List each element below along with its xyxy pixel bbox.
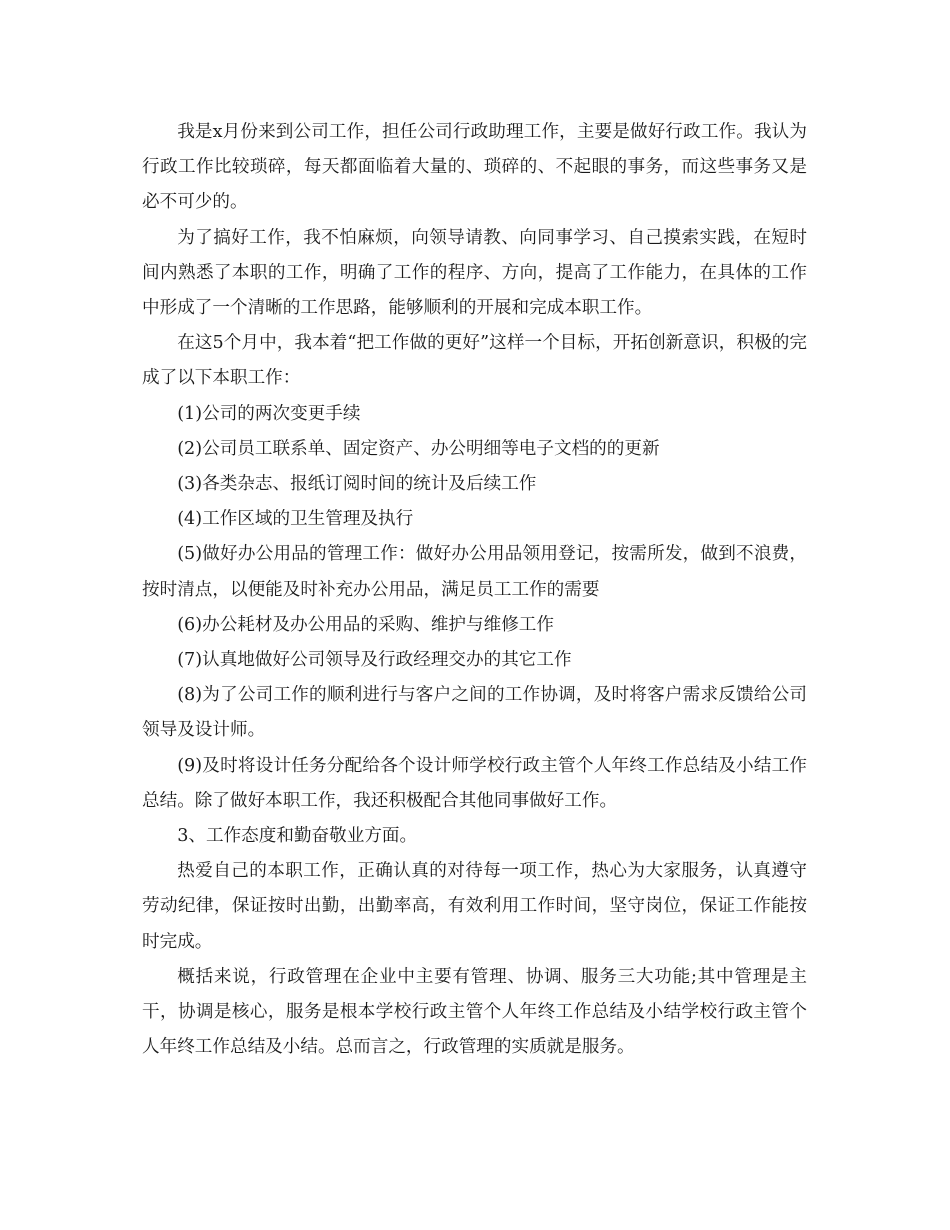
list-item-2: (2)公司员工联系单、固定资产、办公明细等电子文档的的更新: [177, 438, 660, 459]
list-item-7: (7)认真地做好公司领导及行政经理交办的其它工作: [177, 650, 572, 671]
paragraph-effort: 为了搞好工作，我不怕麻烦，向领导请教、向同事学习、自己摸索实践，在短时间内熟悉了本职的工作，明确了工作的程序、方向，提高了工作能力，在具体的工作中形成了一个清晰的工作思路，能够顺利的开展和完成本职工作。: [142, 227, 807, 319]
list-item-3: (3)各类杂志、报纸订阅时间的统计及后续工作: [177, 474, 537, 495]
list-item-1: (1)公司的两次变更手续: [177, 403, 361, 424]
list-item-9: (9)及时将设计任务分配给各个设计师学校行政主管个人年终工作总结及小结工作总结。除了做好本职工作，我还积极配合其他同事做好工作。: [142, 755, 807, 811]
document-body: [142, 115, 807, 1065]
paragraph-goals: 在这5个月中，我本着“把工作做的更好”这样一个目标，开拓创新意识，积极的完成了以下本职工作：: [142, 333, 807, 389]
list-item-8: (8)为了公司工作的顺利进行与客户之间的工作协调，及时将客户需求反馈给公司领导及设计师。: [142, 685, 807, 741]
section-heading-attitude: 3、工作态度和勤奋敬业方面。: [177, 826, 418, 847]
paragraph-attitude: 热爱自己的本职工作，正确认真的对待每一项工作，热心为大家服务，认真遵守劳动纪律，保证按时出勤，出勤率高，有效利用工作时间，坚守岗位，保证工作能按时完成。: [142, 861, 807, 952]
paragraph-summary: 概括来说，行政管理在企业中主要有管理、协调、服务三大功能;其中管理是主干，协调是核心，服务是根本学校行政主管个人年终工作总结及小结学校行政主管个人年终工作总结及小结。总而言之，行政管理的实质就是服务。: [142, 966, 807, 1058]
list-item-4: (4)工作区域的卫生管理及执行: [177, 509, 414, 530]
list-item-6: (6)办公耗材及办公用品的采购、维护与维修工作: [177, 614, 554, 635]
list-item-5: (5)做好办公用品的管理工作：做好办公用品领用登记，按需所发，做到不浪费，按时清点，以便能及时补充办公用品，满足员工工作的需要: [142, 544, 807, 600]
paragraph-intro: 我是x月份来到公司工作，担任公司行政助理工作，主要是做好行政工作。我认为行政工作比较琐碎，每天都面临着大量的、琐碎的、不起眼的事务，而这些事务又是必不可少的。: [142, 122, 807, 213]
